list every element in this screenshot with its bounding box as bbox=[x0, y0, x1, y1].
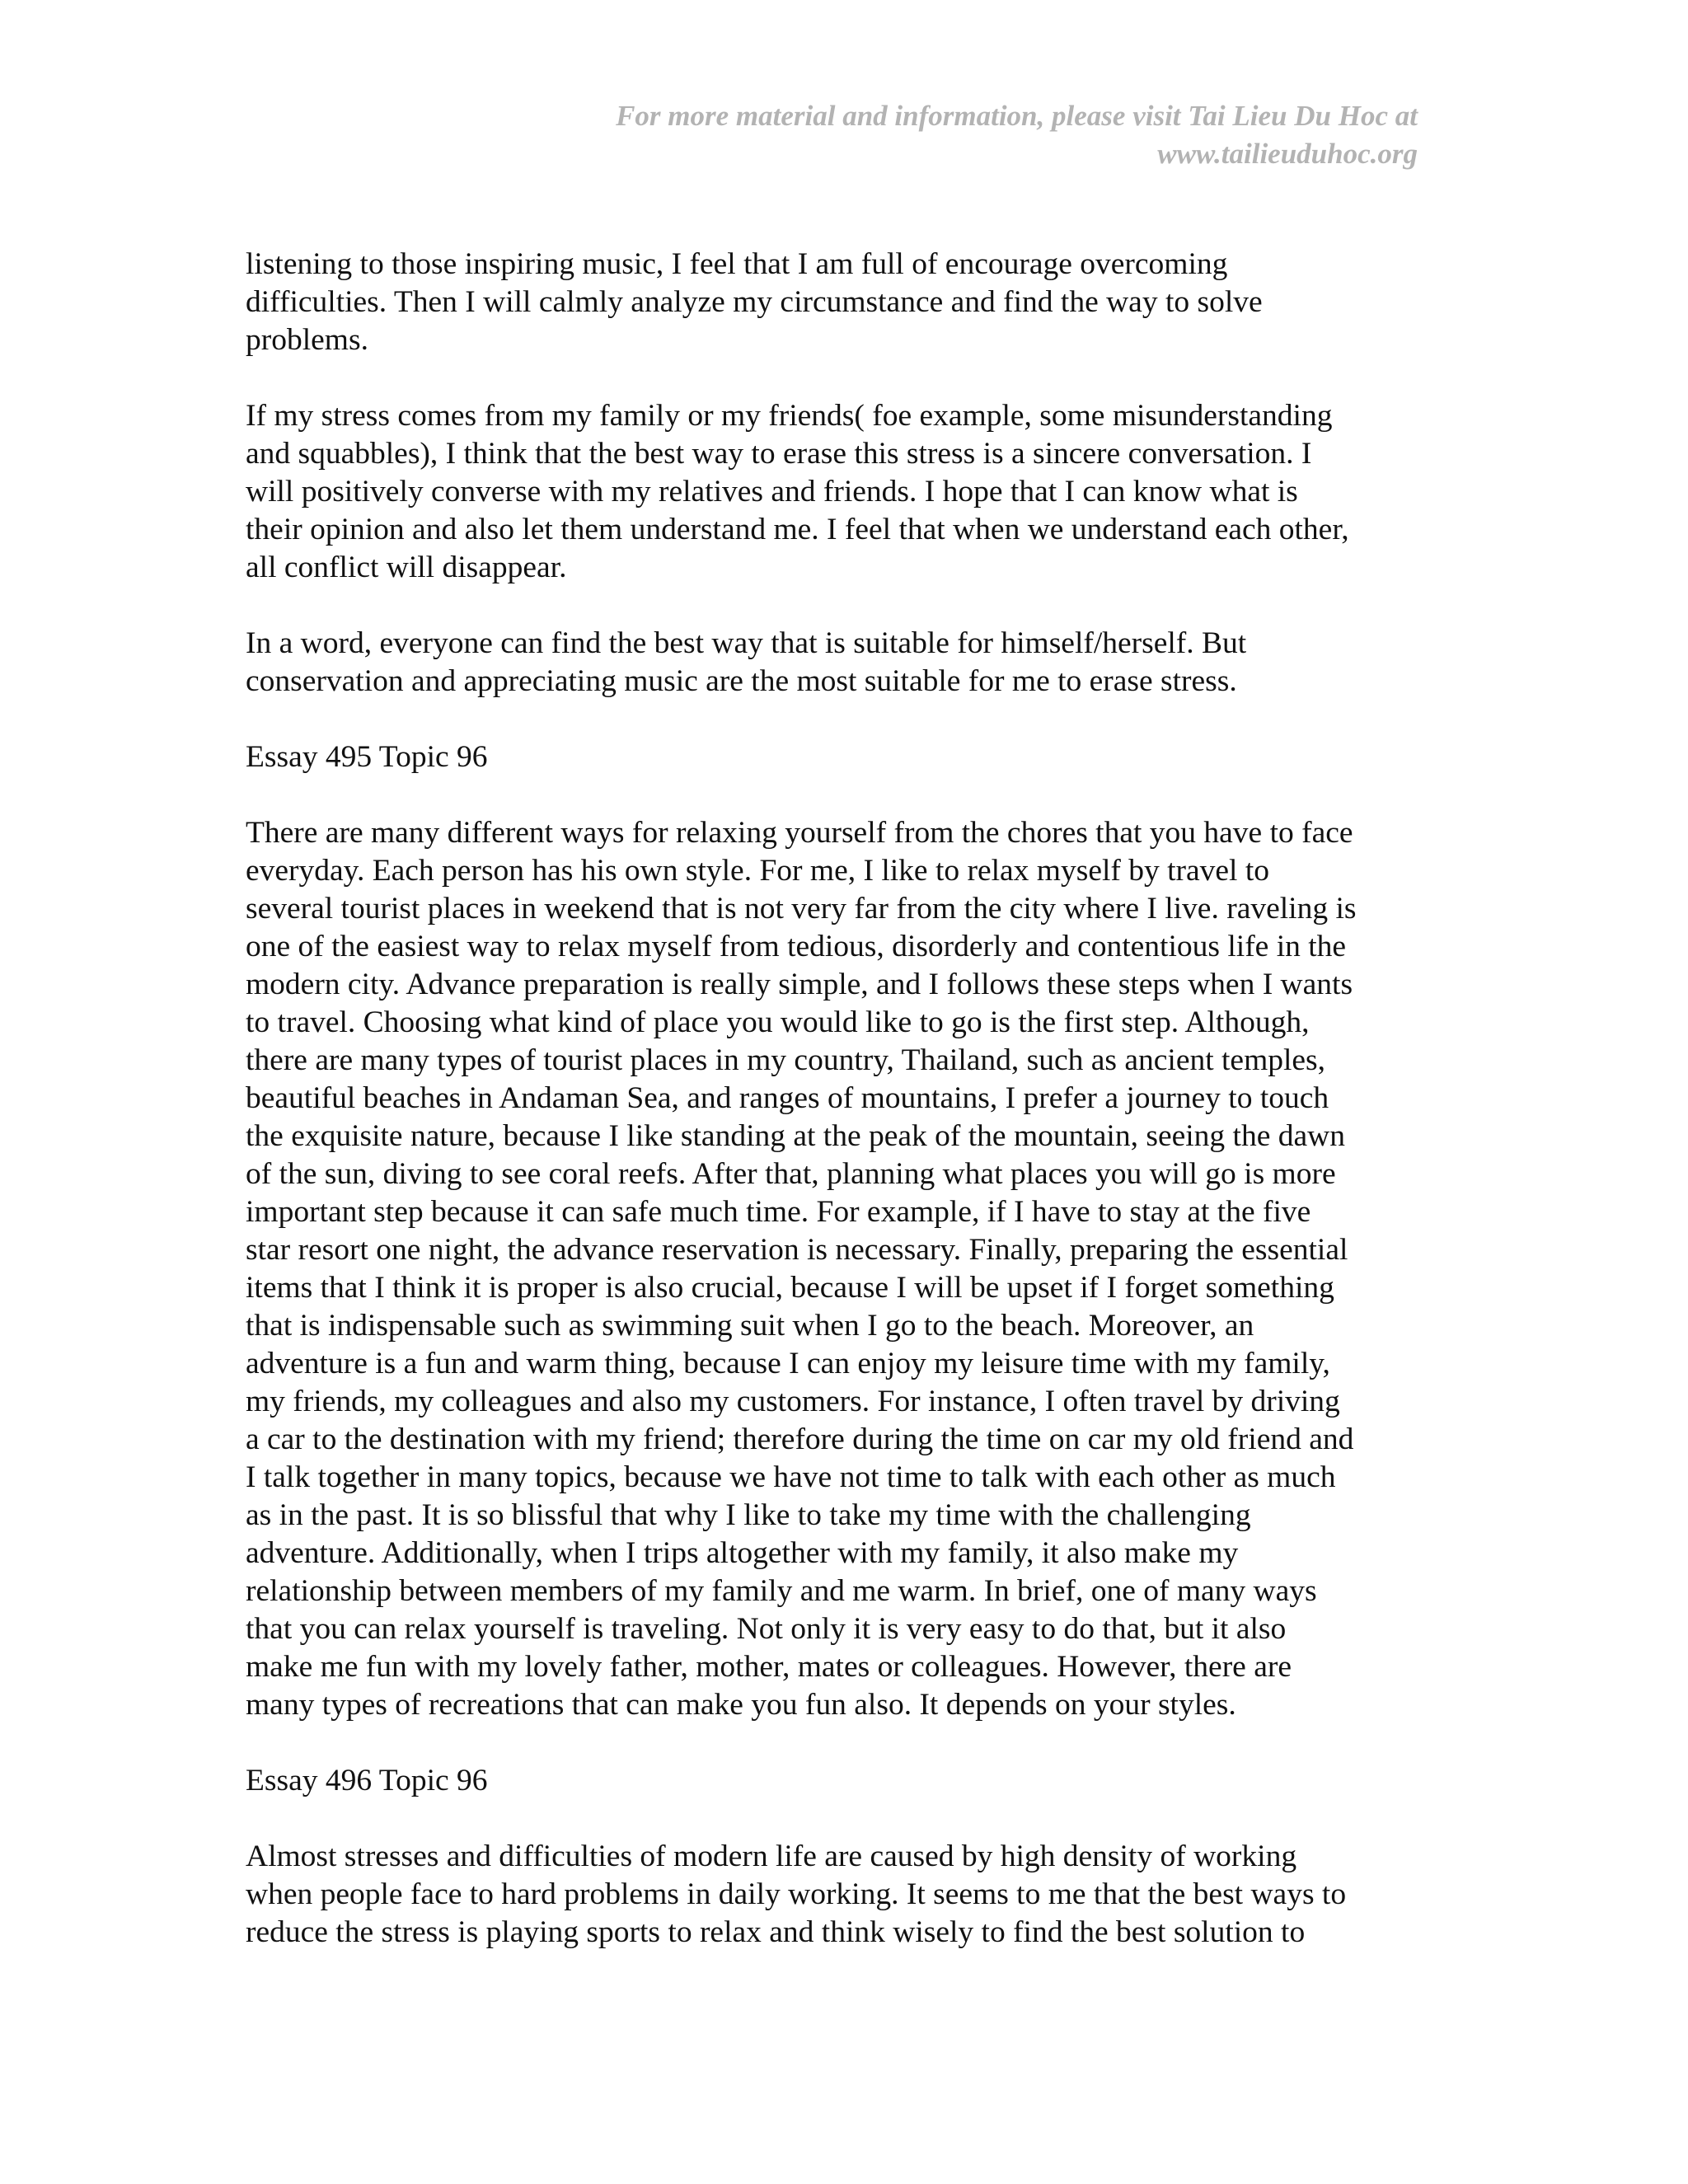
header-line-2: www.tailieuduhoc.org bbox=[1157, 138, 1418, 170]
page-header bbox=[429, 97, 1418, 173]
text-line: relationship between members of my family and me warm. In brief, one of many ways bbox=[246, 1574, 1317, 1608]
text-line: several tourist places in weekend that is not very far from the city where I live. raveling is bbox=[246, 892, 1357, 926]
header-line-1: For more material and information, please visit Tai Lieu Du Hoc at bbox=[616, 100, 1418, 132]
paragraph-1 bbox=[246, 246, 1432, 359]
text-line: beautiful beaches in Andaman Sea, and ranges of mountains, I prefer a journey to touch bbox=[246, 1081, 1329, 1115]
text-line: many types of recreations that can make you fun also. It depends on your styles. bbox=[246, 1688, 1236, 1722]
text-line: reduce the stress is playing sports to relax and think wisely to find the best solution to bbox=[246, 1915, 1306, 1949]
text-line: adventure is a fun and warm thing, because I can enjoy my leisure time with my family, bbox=[246, 1347, 1330, 1380]
essay-heading-496: Essay 496 Topic 96 bbox=[246, 1764, 488, 1797]
text-line: items that I think it is proper is also crucial, because I will be upset if I forget something bbox=[246, 1271, 1334, 1305]
text-line: problems. bbox=[246, 323, 368, 357]
text-line: everyday. Each person has his own style. For me, I like to relax myself by travel to bbox=[246, 854, 1270, 888]
text-line: my friends, my colleagues and also my customers. For instance, I often travel by driving bbox=[246, 1385, 1340, 1418]
text-line: If my stress comes from my family or my friends( foe example, some misunderstanding bbox=[246, 399, 1333, 433]
paragraph-4 bbox=[246, 814, 1432, 1724]
text-line: will positively converse with my relatives and friends. I hope that I can know what is bbox=[246, 475, 1298, 509]
text-line: listening to those inspiring music, I feel that I am full of encourage overcoming bbox=[246, 247, 1228, 281]
text-line: their opinion and also let them understand me. I feel that when we understand each other, bbox=[246, 513, 1349, 546]
text-line: a car to the destination with my friend; therefore during the time on car my old friend and bbox=[246, 1422, 1354, 1456]
text-line: to travel. Choosing what kind of place you would like to go is the first step. Although, bbox=[246, 1005, 1310, 1039]
text-line: adventure. Additionally, when I trips altogether with my family, it also make my bbox=[246, 1536, 1239, 1570]
paragraph-5 bbox=[246, 1838, 1432, 1952]
text-line: the exquisite nature, because I like standing at the peak of the mountain, seeing the dawn bbox=[246, 1119, 1345, 1153]
paragraph-3 bbox=[246, 625, 1432, 701]
document-body bbox=[246, 246, 1432, 1990]
text-line: as in the past. It is so blissful that why I like to take my time with the challenging bbox=[246, 1498, 1251, 1532]
text-line: important step because it can safe much time. For example, if I have to stay at the five bbox=[246, 1195, 1311, 1229]
text-line: conservation and appreciating music are the most suitable for me to erase stress. bbox=[246, 664, 1237, 698]
text-line: and squabbles), I think that the best way to erase this stress is a sincere conversation. I bbox=[246, 437, 1312, 471]
text-line: There are many different ways for relaxing yourself from the chores that you have to face bbox=[246, 816, 1353, 850]
text-line: there are many types of tourist places in my country, Thailand, such as ancient temples, bbox=[246, 1043, 1326, 1077]
text-line: that is indispensable such as swimming suit when I go to the beach. Moreover, an bbox=[246, 1309, 1254, 1343]
text-line: of the sun, diving to see coral reefs. After that, planning what places you will go is more bbox=[246, 1157, 1336, 1191]
text-line: when people face to hard problems in daily working. It seems to me that the best ways to bbox=[246, 1877, 1347, 1911]
text-line: star resort one night, the advance reservation is necessary. Finally, preparing the essential bbox=[246, 1233, 1348, 1267]
text-line: that you can relax yourself is traveling. Not only it is very easy to do that, but it also bbox=[246, 1612, 1287, 1646]
text-line: all conflict will disappear. bbox=[246, 551, 567, 584]
paragraph-2 bbox=[246, 397, 1432, 587]
text-line: make me fun with my lovely father, mother, mates or colleagues. However, there are bbox=[246, 1650, 1292, 1684]
essay-heading-495: Essay 495 Topic 96 bbox=[246, 740, 488, 774]
text-line: I talk together in many topics, because we have not time to talk with each other as much bbox=[246, 1460, 1336, 1494]
text-line: difficulties. Then I will calmly analyze my circumstance and find the way to solve bbox=[246, 285, 1263, 319]
text-line: one of the easiest way to relax myself from tedious, disorderly and contentious life in the bbox=[246, 930, 1347, 963]
text-line: In a word, everyone can find the best way that is suitable for himself/herself. But bbox=[246, 626, 1247, 660]
text-line: Almost stresses and difficulties of modern life are caused by high density of working bbox=[246, 1840, 1297, 1873]
text-line: modern city. Advance preparation is really simple, and I follows these steps when I wants bbox=[246, 968, 1353, 1001]
